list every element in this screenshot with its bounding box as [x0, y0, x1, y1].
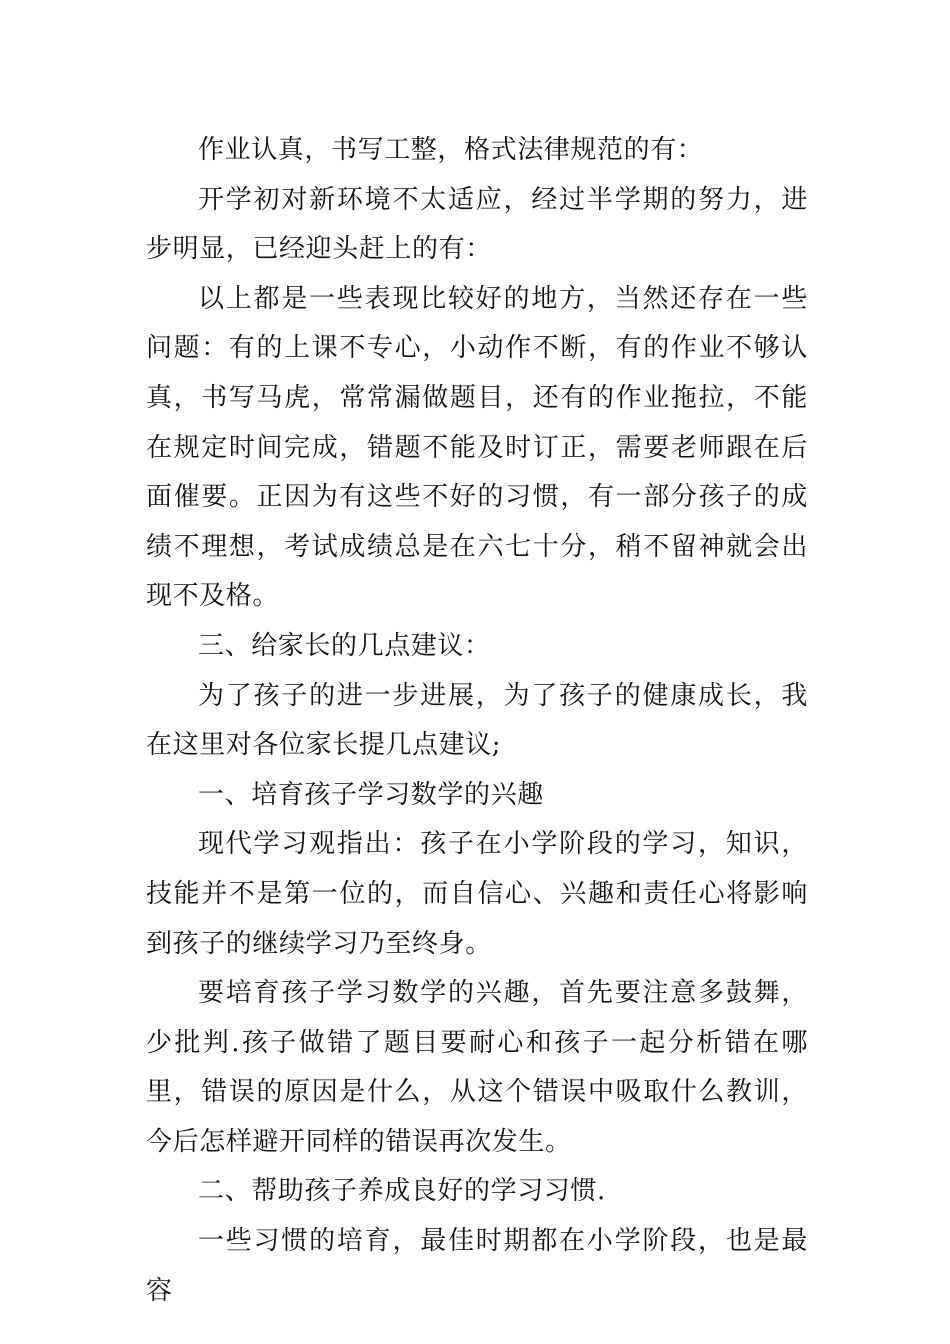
paragraph-clear-progress: 开学初对新环境不太适应，经过半学期的努力，进步明显，已经迎头赶上的有： — [146, 184, 808, 265]
paragraph-encourage-more: 要培育孩子学习数学的兴趣，首先要注意多鼓舞，少批判.孩子做错了题目要耐心和孩子一起分析错在哪里，错误的原因是什么，从这个错误中吸取什么教训，今后怎样避开同样的错误再次发生。 — [146, 978, 808, 1157]
document-body — [146, 126, 808, 1316]
paragraph-suggestions-intro: 为了孩子的进一步进展，为了孩子的健康成长，我在这里对各位家长提几点建议; — [146, 680, 808, 761]
paragraph-neat-homework: 作业认真，书写工整，格式法律规范的有： — [198, 135, 704, 165]
paragraph-existing-problems: 以上都是一些表现比较好的地方，当然还存在一些问题：有的上课不专心，小动作不断，有的作业不够认真，书写马虎，常常漏做题目，还有的作业拖拉，不能在规定时间完成，错题不能及时订正，需要老师跟在后面催要。正因为有这些不好的习惯，有一部分孩子的成绩不理想，考试成绩总是在六七十分，稍不留神就会出现不及格。 — [146, 283, 808, 612]
heading-cultivate-interest: 一、培育孩子学习数学的兴趣 — [198, 779, 544, 810]
paragraph-habit-formation: 一些习惯的培育，最佳时期都在小学阶段，也是最容 — [146, 1226, 808, 1306]
heading-suggestions-for-parents: 三、给家长的几点建议： — [198, 630, 491, 661]
heading-good-habits: 二、帮助孩子养成良好的学习习惯. — [198, 1176, 606, 1207]
paragraph-modern-learning-view: 现代学习观指出：孩子在小学阶段的学习，知识，技能并不是第一位的，而自信心、兴趣和责任心将影响到孩子的继续学习乃至终身。 — [146, 829, 808, 959]
